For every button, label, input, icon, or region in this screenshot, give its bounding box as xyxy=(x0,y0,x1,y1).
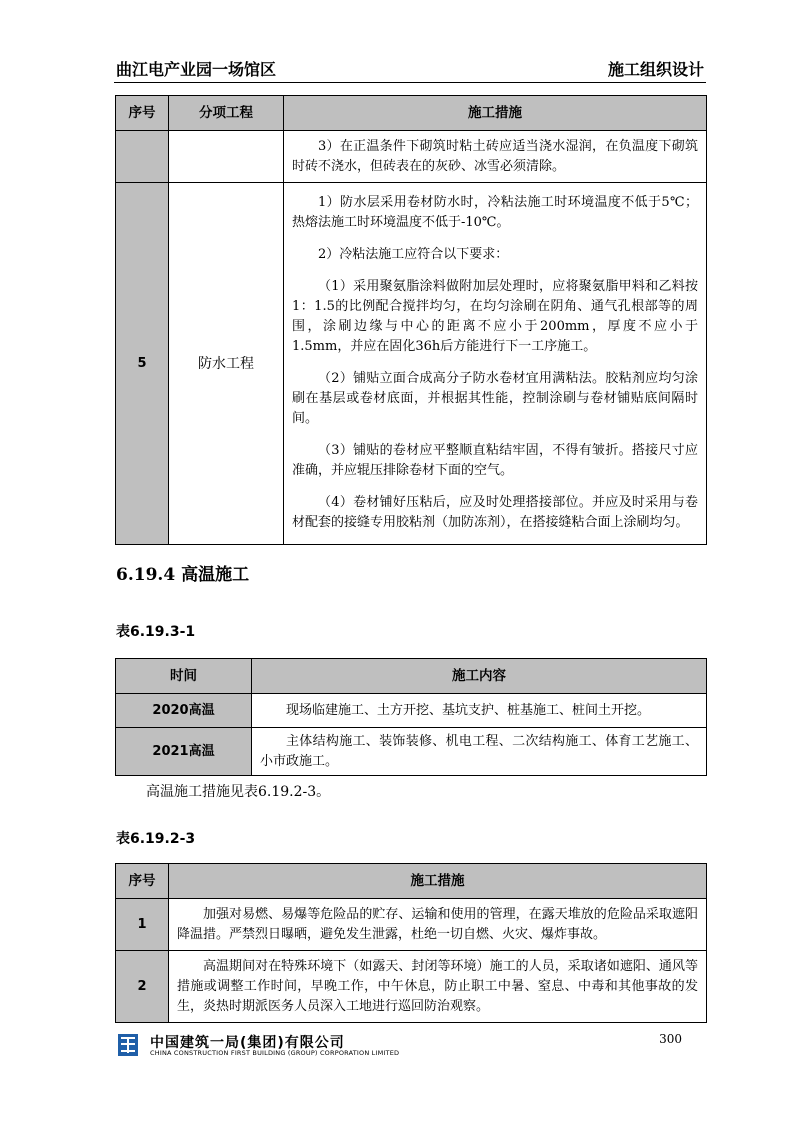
row-time-cell: 2021高温 xyxy=(116,728,252,776)
row-measures-cell xyxy=(284,131,707,183)
row-item-cell xyxy=(169,131,284,183)
table-row xyxy=(116,183,707,545)
header-doc-type: 施工组织设计 xyxy=(607,60,704,79)
header-cell-time: 时间 xyxy=(116,659,252,694)
row-content-cell xyxy=(252,694,707,728)
header-cell-content: 施工内容 xyxy=(252,659,707,694)
header-project-title: 曲江电产业园一场馆区 xyxy=(116,60,277,79)
row-number-cell xyxy=(116,131,169,183)
row-measures-cell xyxy=(169,899,707,951)
footer-company-name: 中国建筑一局(集团)有限公司 xyxy=(150,1035,345,1051)
header-cell-item: 分项工程 xyxy=(169,96,284,131)
measure-paragraph: 加强对易燃、易爆等危险品的贮存、运输和使用的管理，在露天堆放的危险品采取遮阳降温措。严禁烈日曝晒，避免发生泄露，杜绝一切自燃、火灾、爆炸事故。 xyxy=(177,906,698,942)
measure-paragraph: （2）铺贴立面合成高分子防水卷材宜用满粘法。胶粘剂应均匀涂刷在基层或卷材底面，并根据其性能，控制涂刷与卷材铺贴底间隔时间。 xyxy=(292,370,698,426)
table-header-row xyxy=(116,96,707,131)
table-row xyxy=(116,951,707,1023)
row-content-cell xyxy=(252,728,707,776)
table-header-row xyxy=(116,864,707,899)
header-cell-measures: 施工措施 xyxy=(169,864,707,899)
row-measures-cell xyxy=(284,183,707,545)
measure-paragraph: 1）防水层采用卷材防水时，冷粘法施工时环境温度不低于5℃；热熔法施工时环境温度不低于-10℃。 xyxy=(292,194,698,230)
measures-table xyxy=(115,95,707,545)
measure-paragraph: （3）铺贴的卷材应平整顺直粘结牢固，不得有皱折。搭接尺寸应准确，并应辊压排除卷材下面的空气。 xyxy=(292,442,698,478)
content-text: 主体结构施工、装饰装修、机电工程、二次结构施工、体育工艺施工、小市政施工。 xyxy=(260,733,698,769)
company-logo-icon xyxy=(118,1034,138,1056)
measure-paragraph: 高温期间对在特殊环境下（如露天、封闭等环境）施工的人员，采取诸如遮阳、通风等措施或调整工作时间，早晚工作，中午休息，防止职工中暑、窒息、中毒和其他事故的发生，炎热时期派医务人员深入工地进行巡回防治观察。 xyxy=(177,958,698,1014)
row-time-cell: 2020高温 xyxy=(116,694,252,728)
header-divider xyxy=(114,82,706,83)
table-caption: 表6.19.2-3 xyxy=(116,831,196,847)
measure-paragraph: 2）冷粘法施工应符合以下要求： xyxy=(318,246,509,262)
row-item-cell: 防水工程 xyxy=(169,183,284,545)
section-heading: 6.19.4 高温施工 xyxy=(116,565,250,585)
table-row xyxy=(116,728,707,776)
header-cell-number: 序号 xyxy=(116,96,169,131)
header-cell-measures: 施工措施 xyxy=(284,96,707,131)
table-row xyxy=(116,694,707,728)
row-number-cell: 2 xyxy=(116,951,169,1023)
table-header-row xyxy=(116,659,707,694)
measure-paragraph: （4）卷材铺好压粘后，应及时处理搭接部位。并应及时采用与卷材配套的接缝专用胶粘剂（加防冻剂），在搭接缝粘合面上涂刷均匀。 xyxy=(292,494,698,530)
measure-paragraph: （1）采用聚氨脂涂料做附加层处理时，应将聚氨脂甲料和乙料按1：1.5的比例配合搅拌均匀，在均匀涂刷在阴角、通气孔根部等的周围，涂刷边缘与中心的距离不应小于200mm，厚度不应小于1.5mm，并应在固化36h后方能进行下一工序施工。 xyxy=(292,278,698,354)
page-number: 300 xyxy=(659,1032,682,1046)
header-cell-number: 序号 xyxy=(116,864,169,899)
row-measures-cell xyxy=(169,951,707,1023)
table-caption: 表6.19.3-1 xyxy=(116,624,196,640)
footer-company-name-en: CHINA CONSTRUCTION FIRST BUILDING (GROUP) CORPORATION LIMITED xyxy=(150,1049,400,1057)
measure-paragraph: 3）在正温条件下砌筑时粘土砖应适当浇水湿润，在负温度下砌筑时砖不浇水，但砖表在的灰砂、冰雪必须清除。 xyxy=(292,138,698,174)
row-number-cell: 1 xyxy=(116,899,169,951)
table-row xyxy=(116,899,707,951)
table-row xyxy=(116,131,707,183)
high-temp-measures-table xyxy=(115,863,707,1023)
content-text: 现场临建施工、土方开挖、基坑支护、桩基施工、桩间土开挖。 xyxy=(286,702,651,718)
row-number-cell: 5 xyxy=(116,183,169,545)
reference-note: 高温施工措施见表6.19.2-3。 xyxy=(146,784,331,800)
schedule-table xyxy=(115,658,707,776)
